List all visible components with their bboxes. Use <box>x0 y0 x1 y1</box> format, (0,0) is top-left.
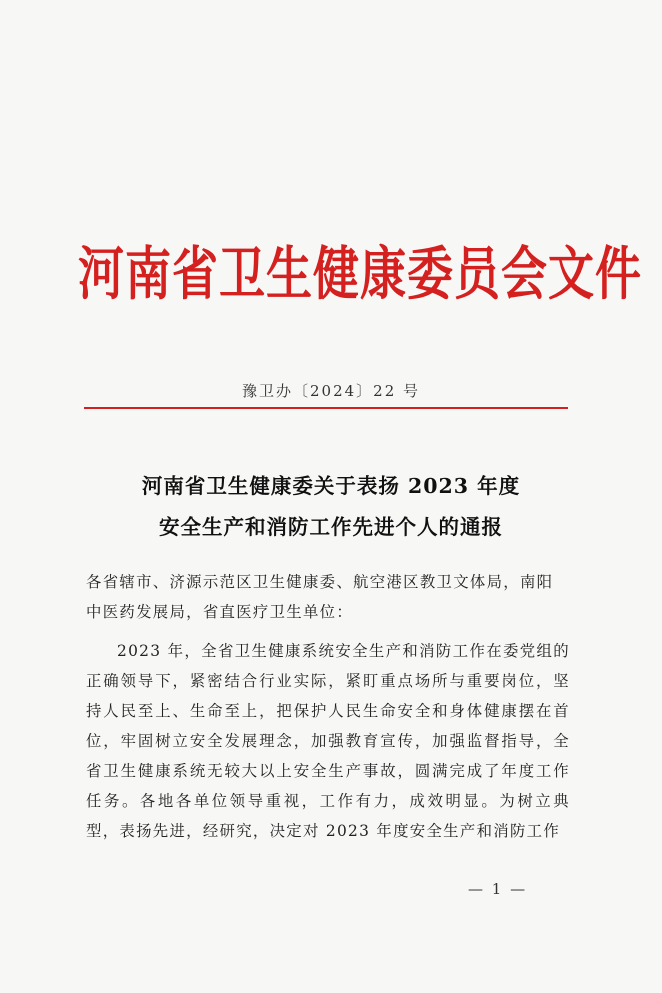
salutation: 各省辖市、济源示范区卫生健康委、航空港区教卫文体局，南阳中医药发展局，省直医疗卫生单位： <box>86 573 554 621</box>
page-number: — 1 — <box>468 880 528 898</box>
red-divider-line <box>84 407 568 409</box>
document-number: 豫卫办〔2024〕22 号 <box>241 382 421 400</box>
notice-title-line-1: 河南省卫生健康委关于表扬 2023 年度 <box>141 474 521 498</box>
notice-title-line-2: 安全生产和消防工作先进个人的通报 <box>159 515 503 539</box>
body-paragraph: 2023 年，全省卫生健康系统安全生产和消防工作在委党组的正确领导下，紧密结合行业实际，紧盯重点场所与重要岗位，坚持人民至上、生命至上，把保护人民生命安全和身体健康摆在首位，牢固树立安全发展理念，加强教育宣传，加强监督指导，全省卫生健康系统无较大以上安全生产事故，圆满完成了年度工作任务。各地各单位领导重视，工作有力，成效明显。为树立典型，表扬先进，经研究，决定对 2023 年度安全生产和消防工作 <box>86 642 570 840</box>
masthead-title: 河南省卫生健康委员会文件 <box>78 239 642 307</box>
